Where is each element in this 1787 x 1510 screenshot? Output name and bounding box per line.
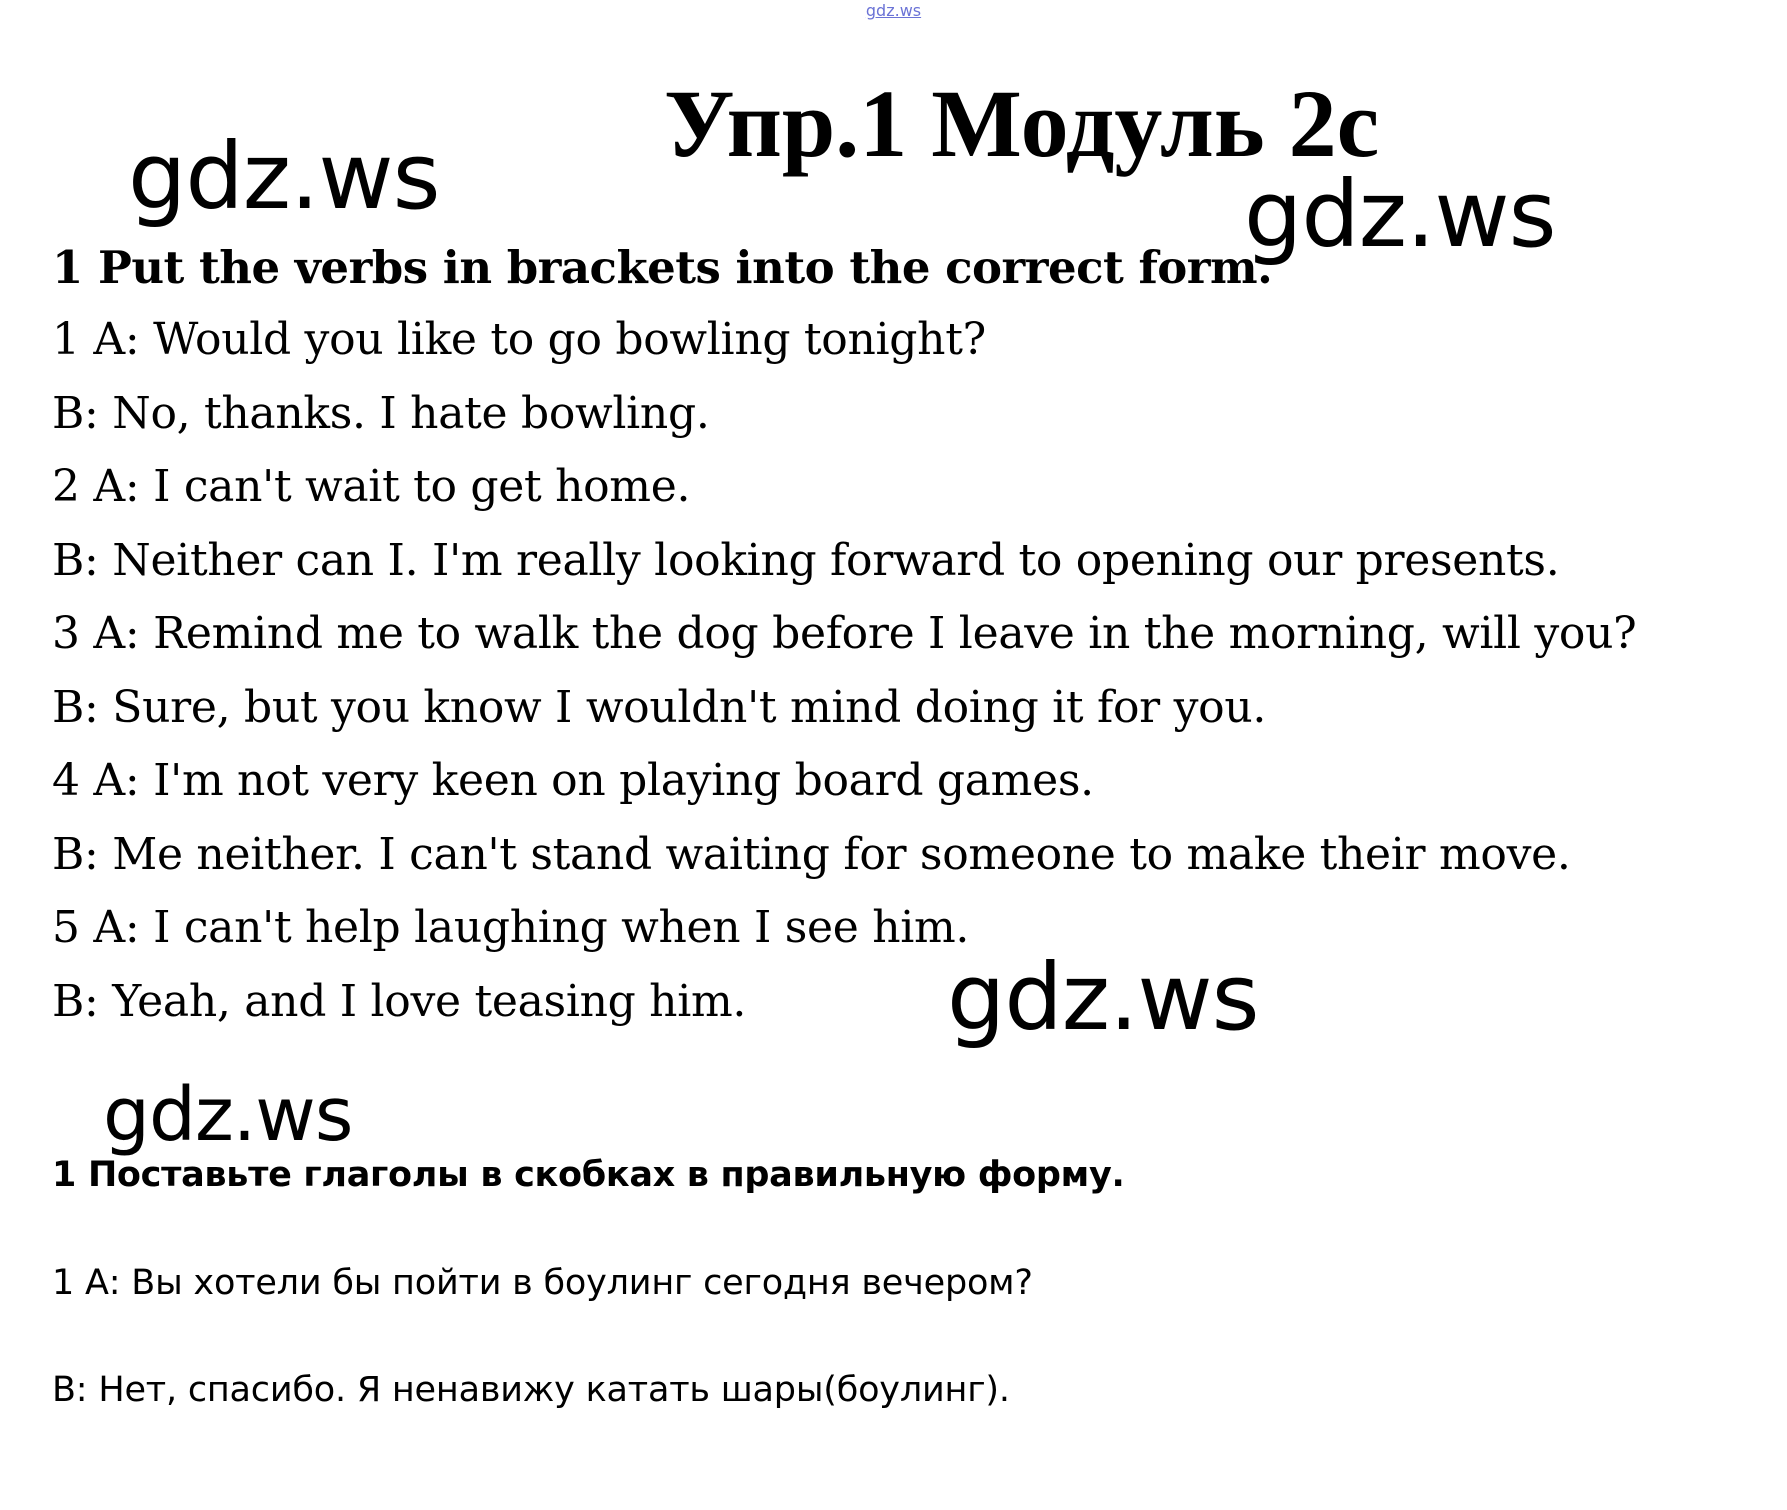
watermark: gdz.ws (1244, 161, 1556, 268)
top-watermark-link[interactable]: gdz.ws (865, 1, 922, 20)
dialogue-line: B: Yeah, and I love teasing him. (52, 975, 747, 1027)
dialogue-line: B: Neither can I. I'm really looking forward to opening our presents. (52, 534, 1560, 586)
watermark: gdz.ws (128, 123, 440, 230)
dialogue-line: B: No, thanks. I hate bowling. (52, 387, 710, 439)
english-dialogue (52, 309, 1636, 1044)
dialogue-line: 2 A: I can't wait to get home. (52, 461, 691, 512)
translation-line: 1 А: Вы хотели бы пойти в боулинг сегодня вечером? (52, 1263, 1033, 1303)
dialogue-line: 4 A: I'm not very keen on playing board games. (52, 755, 1094, 806)
translation-line: В: Нет, спасибо. Я ненавижу катать шары(боулинг). (52, 1370, 1010, 1410)
watermark: gdz.ws (947, 944, 1259, 1051)
exercise-heading-en: 1 Put the verbs in brackets into the correct form. (52, 241, 1273, 294)
dialogue-line: B: Me neither. I can't stand waiting for someone to make their move. (52, 828, 1571, 880)
watermark: gdz.ws (103, 1072, 353, 1158)
page-title: Упр.1 Модуль 2с (664, 70, 1380, 177)
exercise-heading-ru: 1 Поставьте глаголы в скобках в правильную форму. (52, 1155, 1125, 1195)
dialogue-line: 3 A: Remind me to walk the dog before I leave in the morning, will you? (52, 608, 1637, 659)
dialogue-line: B: Sure, but you know I wouldn't mind doing it for you. (52, 681, 1267, 733)
dialogue-line: 5 A: I can't help laughing when I see him. (52, 902, 970, 953)
dialogue-line: 1 A: Would you like to go bowling tonight? (52, 314, 986, 365)
